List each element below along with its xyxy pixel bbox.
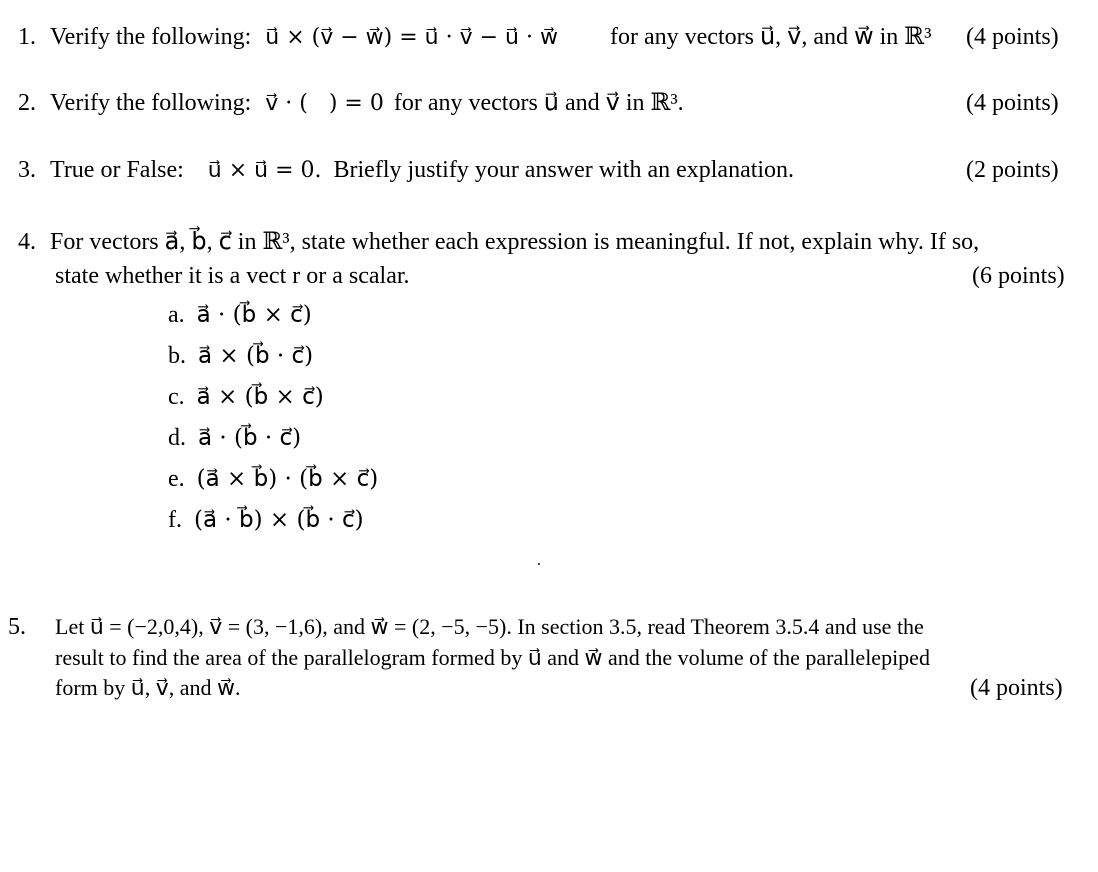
item-expression: a⃗ × (b⃗ × c⃗)	[196, 384, 324, 410]
question-3-points: (2 points)	[966, 157, 1059, 183]
question-4-number: 4.	[18, 229, 36, 255]
item-label: f.	[168, 507, 182, 533]
question-4-points: (6 points)	[972, 263, 1065, 289]
question-4-item-e	[168, 464, 378, 494]
question-4-item-f	[168, 505, 364, 535]
question-1	[18, 22, 558, 53]
question-1-equation: u⃗ × (v⃗ − w⃗) = u⃗ · v⃗ − u⃗ · w⃗	[265, 25, 558, 50]
question-1-number: 1.	[18, 24, 36, 50]
question-4-item-b	[168, 341, 313, 371]
item-label: a.	[168, 302, 185, 328]
question-3-number: 3.	[18, 157, 36, 183]
item-expression: (a⃗ · b⃗) × (b⃗ · c⃗)	[194, 507, 364, 533]
question-3-equation: u⃗ × u⃗ = 0.	[207, 158, 322, 183]
item-expression: a⃗ × (b⃗ · c⃗)	[198, 343, 314, 369]
question-1-points: (4 points)	[966, 24, 1059, 50]
question-5-points: (4 points)	[970, 675, 1063, 701]
question-5-line-2: result to find the area of the parallelogram formed by u⃗ and w⃗ and the volume of the parallelepiped	[55, 645, 930, 670]
question-2-lead: Verify the following:	[50, 90, 252, 116]
question-5-line-1: Let u⃗ = (−2,0,4), v⃗ = (3, −1,6), and w⃗ = (2, −5, −5). In section 3.5, read Theorem 3.5.4 and use the	[55, 614, 924, 639]
item-label: c.	[168, 384, 185, 410]
question-2-number: 2.	[18, 90, 36, 116]
item-label: e.	[168, 466, 185, 492]
question-4-item-d	[168, 423, 301, 453]
item-label: d.	[168, 425, 186, 451]
stray-dot	[538, 563, 540, 565]
question-1-lead: Verify the following:	[50, 24, 252, 50]
question-2-equation: v⃗ · ( ) = 0	[265, 91, 384, 116]
question-5-number: 5.	[8, 614, 26, 640]
question-3-instruction: Briefly justify your answer with an explanation.	[333, 157, 795, 183]
question-4-line-1	[18, 227, 979, 257]
question-1-condition: for any vectors u⃗, v⃗, and w⃗ in ℝ³	[610, 24, 932, 50]
item-expression: a⃗ · (b⃗ · c⃗)	[198, 425, 302, 451]
question-2	[18, 88, 684, 119]
question-2-points: (4 points)	[966, 90, 1059, 116]
item-expression: (a⃗ × b⃗) · (b⃗ × c⃗)	[196, 466, 379, 492]
item-expression: a⃗ · (b⃗ × c⃗)	[196, 302, 312, 328]
question-2-condition: for any vectors u⃗ and v⃗ in ℝ³.	[393, 90, 684, 116]
question-4-prompt: For vectors a⃗, b⃗, c⃗ in ℝ³, state whether each expression is meaningful. If not, explain why. If so,	[50, 229, 980, 255]
question-4-item-a	[168, 300, 312, 330]
question-5-line-3: form by u⃗, v⃗, and w⃗.	[55, 675, 241, 700]
question-4-item-c	[168, 382, 324, 412]
question-3	[18, 155, 794, 186]
item-label: b.	[168, 343, 186, 369]
question-4-line-2: state whether it is a vect r or a scalar.	[55, 263, 410, 289]
question-3-lead: True or False:	[50, 157, 184, 183]
